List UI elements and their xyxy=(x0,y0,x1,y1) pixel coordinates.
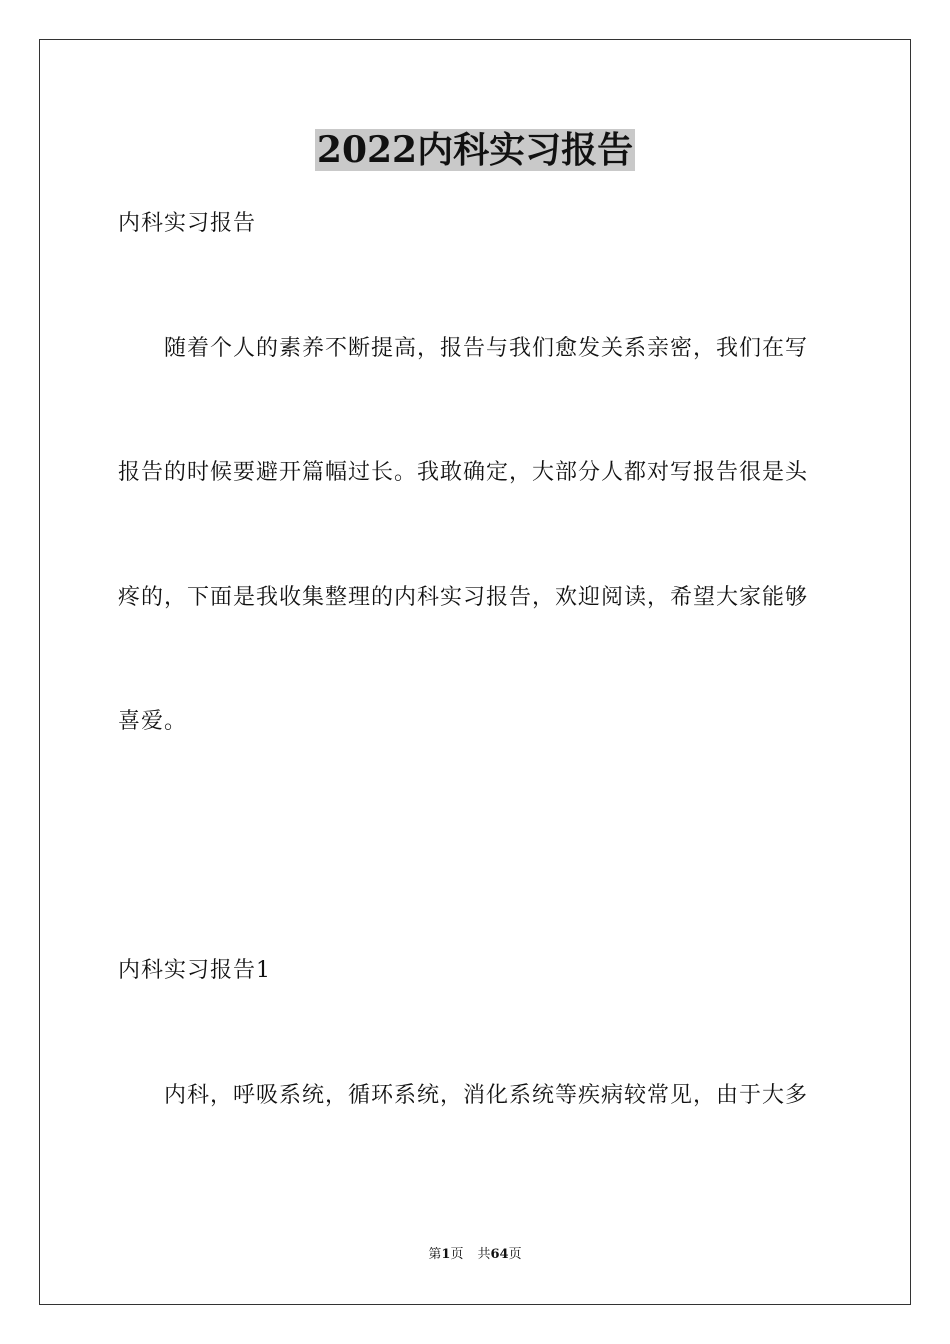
total-pages: 64 xyxy=(490,1247,509,1262)
page-footer xyxy=(0,1246,950,1264)
page-number: 1 xyxy=(441,1247,451,1262)
page-suffix: 页 xyxy=(450,1247,464,1262)
total-suffix: 页 xyxy=(508,1247,522,1262)
section-heading: 内科实习报告 xyxy=(118,211,257,236)
total-prefix: 共 xyxy=(477,1247,491,1262)
paragraph-line: 随着个人的素养不断提高，报告与我们愈发关系亲密，我们在写 xyxy=(164,336,809,361)
paragraph-line: 喜爱。 xyxy=(118,709,188,734)
page-prefix: 第 xyxy=(428,1247,442,1262)
paragraph-line: 报告的时候要避开篇幅过长。我敢确定，大部分人都对写报告很是头 xyxy=(118,460,809,485)
document-title xyxy=(0,128,950,172)
document-title-text: 2022内科实习报告 xyxy=(316,129,634,171)
paragraph-line: 疼的，下面是我收集整理的内科实习报告，欢迎阅读，希望大家能够 xyxy=(118,585,809,610)
paragraph-line: 内科，呼吸系统，循环系统，消化系统等疾病较常见，由于大多 xyxy=(164,1083,809,1108)
section-heading: 内科实习报告1 xyxy=(118,958,271,983)
